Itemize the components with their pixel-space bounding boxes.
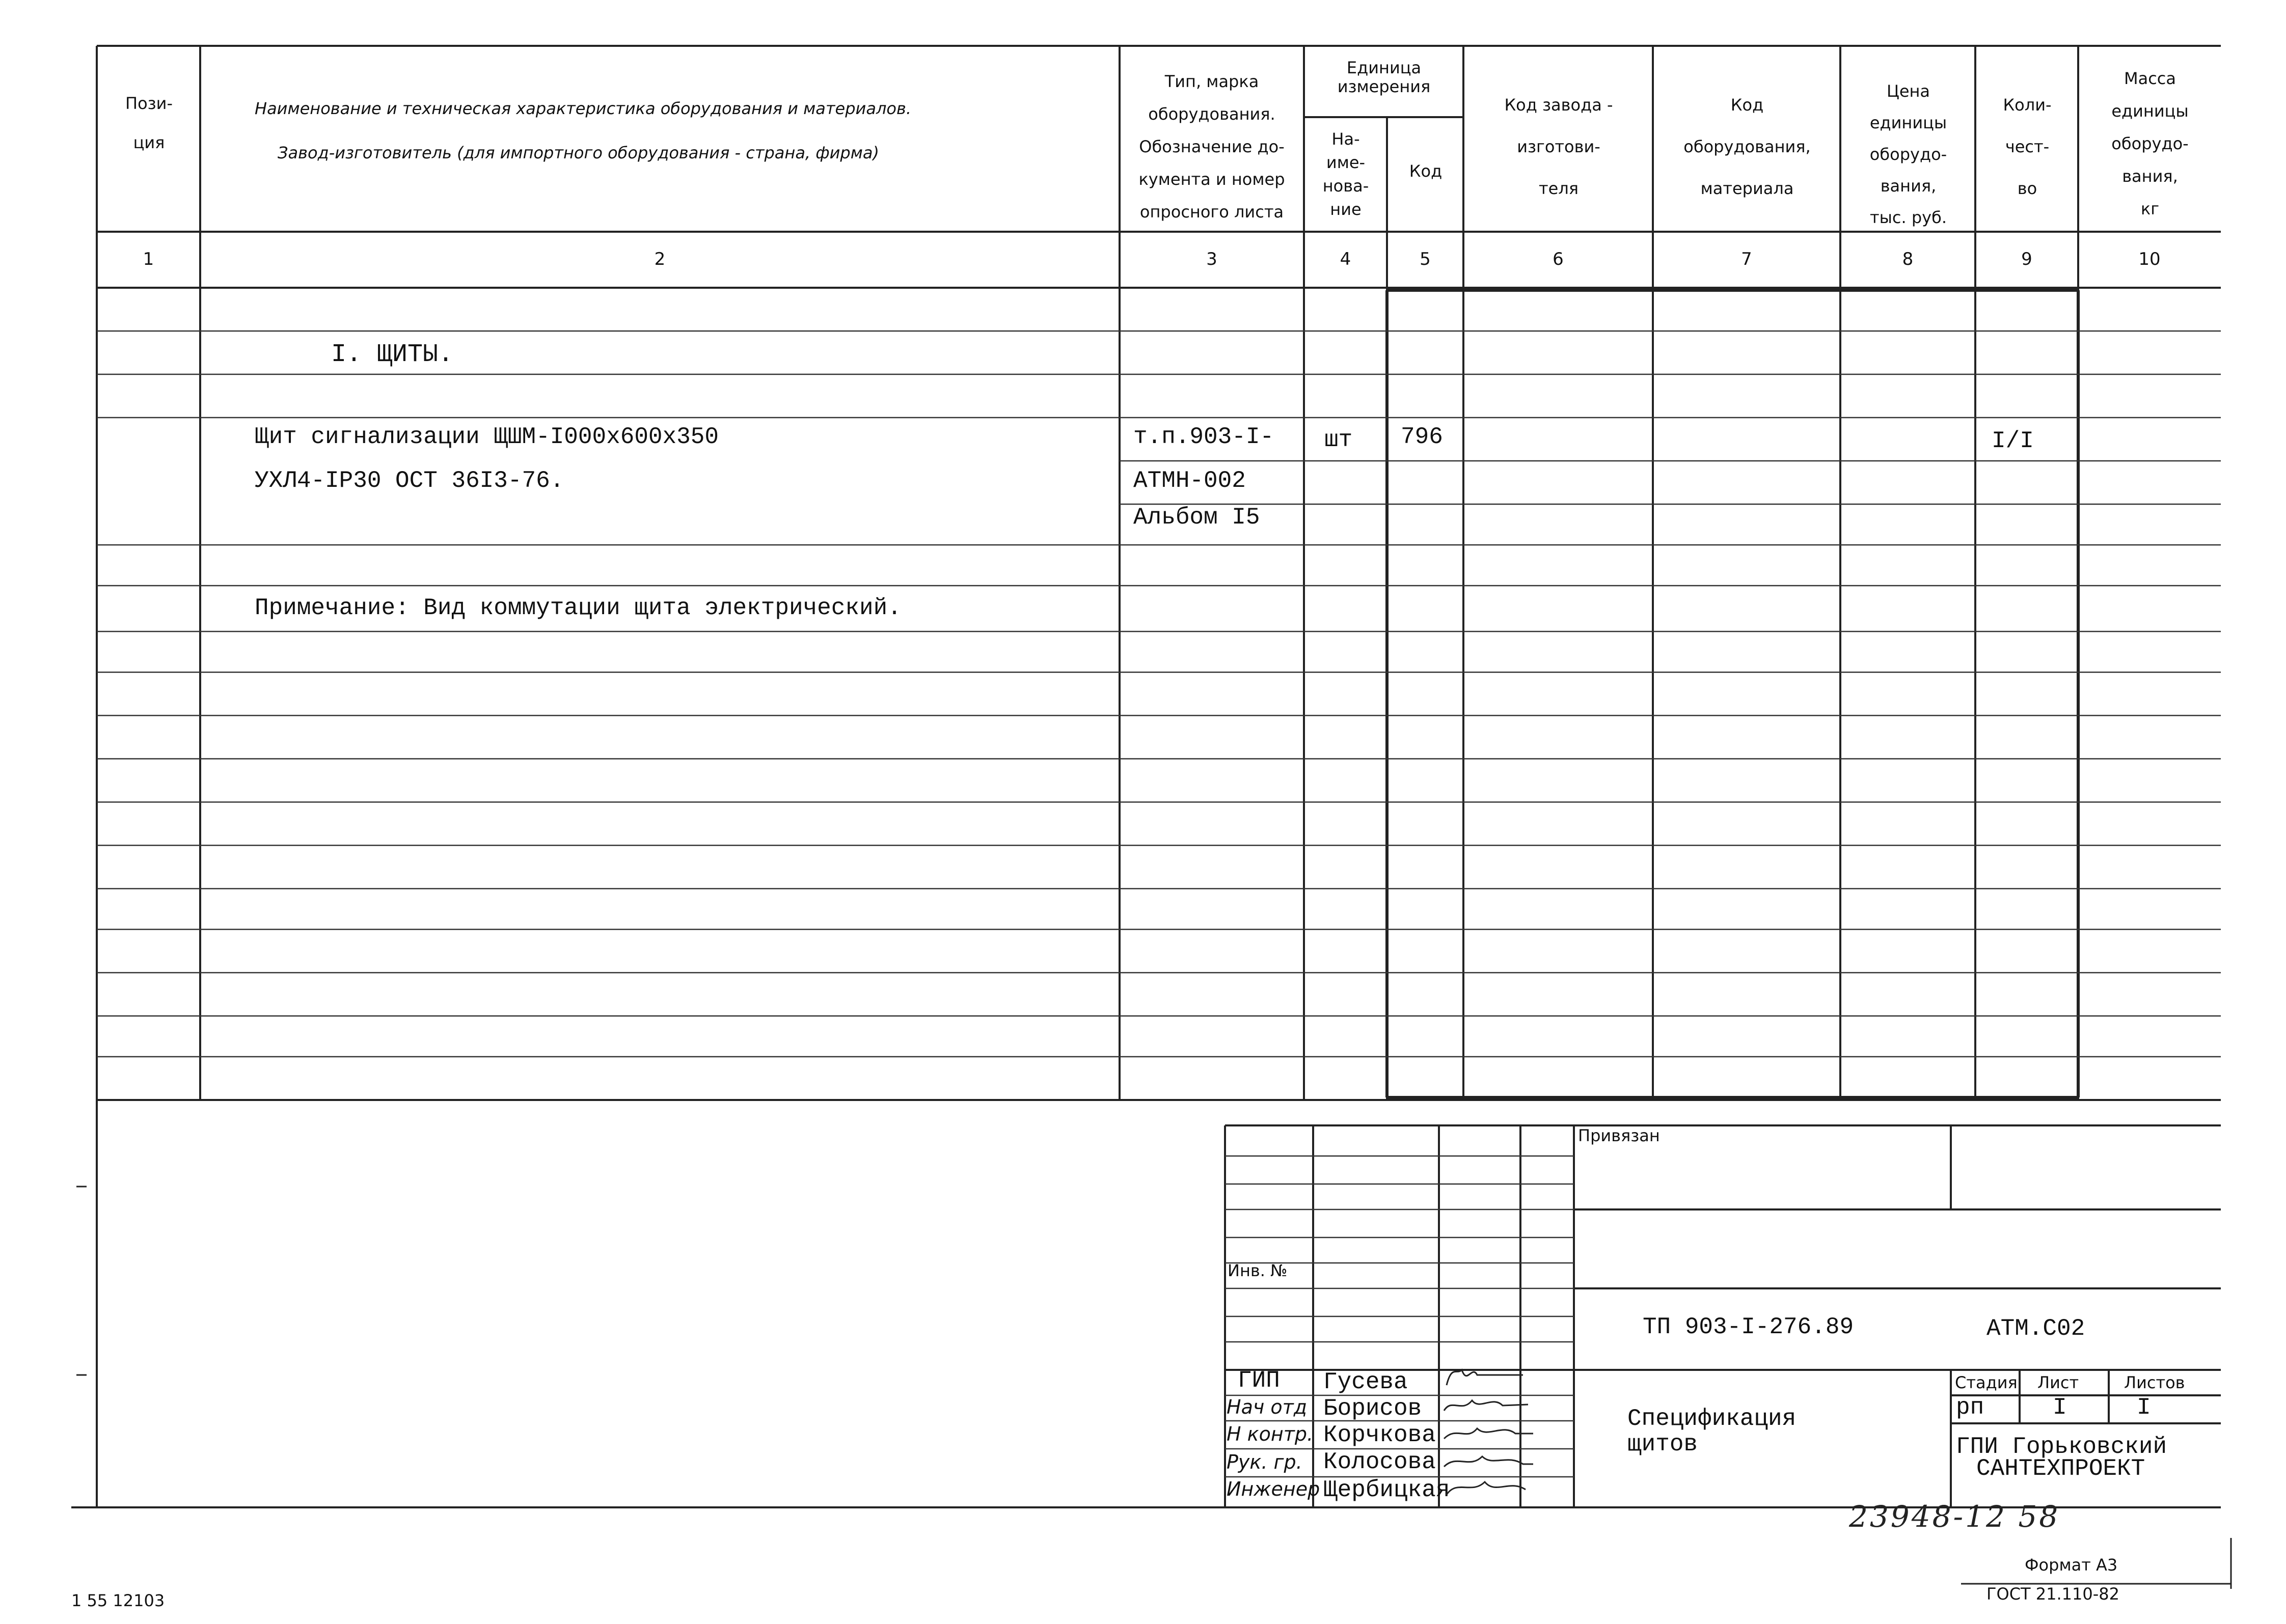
- sheet-value: I: [2053, 1394, 2067, 1421]
- item-doc-line2: АТМН-002: [1133, 467, 1246, 494]
- org-line1: ГПИ Горьковский: [1956, 1434, 2167, 1460]
- header-position: Пози- ция: [125, 94, 173, 152]
- role-inzhener: Инженер: [1227, 1478, 1320, 1500]
- col-number-10: 10: [2138, 249, 2161, 269]
- header-unit-code: Код: [1409, 161, 1443, 181]
- header-unit-name: На- име- нова- ние: [1322, 129, 1369, 219]
- col-number-7: 7: [1741, 249, 1752, 269]
- note: Примечание: Вид коммутации щита электрический.: [255, 595, 902, 621]
- col-number-5: 5: [1420, 249, 1431, 269]
- doc-title-line2: щитов: [1627, 1431, 1698, 1457]
- item-unit: шт: [1324, 427, 1353, 453]
- name-guseva: Гусева: [1323, 1369, 1408, 1395]
- sheet-label: Лист: [2037, 1373, 2079, 1392]
- col-number-3: 3: [1206, 249, 1217, 269]
- header-name: Наименование и техническая характеристика оборудования и материалов. Завод-изготовитель (для импортного оборудования - страна, фирма): [255, 99, 911, 162]
- col-number-1: 1: [143, 249, 154, 269]
- gost-label: ГОСТ 21.110-82: [1986, 1584, 2119, 1604]
- col-number-6: 6: [1553, 249, 1564, 269]
- role-n-kontr: Н контр.: [1227, 1423, 1314, 1445]
- header-unit: Единица измерения: [1337, 58, 1431, 96]
- role-gip: ГИП: [1238, 1367, 1280, 1394]
- format-label: Формат А3: [2025, 1555, 2118, 1575]
- item-quantity: I/I: [1992, 428, 2034, 454]
- org-line2: САНТЕХПРОЕКТ: [1976, 1455, 2145, 1482]
- stage-value: рп: [1956, 1394, 1984, 1421]
- doc-title-line1: Спецификация: [1627, 1406, 1797, 1432]
- stage-label: Стадия: [1955, 1373, 2018, 1392]
- item-doc-line3: Альбом I5: [1133, 504, 1260, 531]
- item-name-line1: Щит сигнализации ЩШМ-I000х600х350: [255, 424, 719, 450]
- print-mark: 1 55 12103: [71, 1591, 165, 1610]
- archive-number: 23948-12 58: [1849, 1499, 2060, 1534]
- doc-code: ТП 903-I-276.89: [1643, 1314, 1854, 1340]
- item-unit-code: 796: [1401, 424, 1443, 450]
- header-type-mark: Тип, марка оборудования. Обозначение до- кумента и номер опросного листа: [1138, 72, 1285, 222]
- role-ruk-gr: Рук. гр.: [1227, 1451, 1302, 1473]
- header-factory-code: Код завода - изготови- теля: [1504, 95, 1613, 198]
- col-number-4: 4: [1340, 249, 1351, 269]
- header-quantity: Коли- чест- во: [2003, 95, 2052, 198]
- inv-no-label: Инв. №: [1228, 1261, 1288, 1280]
- sheets-label: Листов: [2124, 1373, 2185, 1392]
- header-equipment-code: Код оборудования, материала: [1683, 95, 1811, 198]
- name-shcherbitskaya: Щербицкая: [1323, 1477, 1450, 1503]
- section-title: I. ЩИТЫ.: [331, 340, 454, 369]
- col-number-9: 9: [2021, 249, 2032, 269]
- header-mass: Масса единицы оборудо- вания, кг: [2111, 69, 2189, 218]
- name-korchkova: Корчкова: [1323, 1422, 1436, 1448]
- sheet-code: АТМ.С02: [1986, 1315, 2085, 1342]
- privyazan-label: Привязан: [1578, 1126, 1660, 1145]
- col-number-8: 8: [1902, 249, 1914, 269]
- item-name-line2: УХЛ4-IP30 ОСТ 36I3-76.: [255, 467, 564, 494]
- col-number-2: 2: [654, 249, 666, 269]
- item-doc-line1: т.п.903-I-: [1133, 424, 1274, 450]
- header-price: Цена единицы оборудо- вания, тыс. руб.: [1869, 81, 1947, 227]
- sheets-value: I: [2137, 1394, 2151, 1421]
- name-kolosova: Колосова: [1323, 1449, 1436, 1475]
- role-nach-otd: Нач отд: [1227, 1396, 1308, 1418]
- name-borisov: Борисов: [1323, 1395, 1422, 1422]
